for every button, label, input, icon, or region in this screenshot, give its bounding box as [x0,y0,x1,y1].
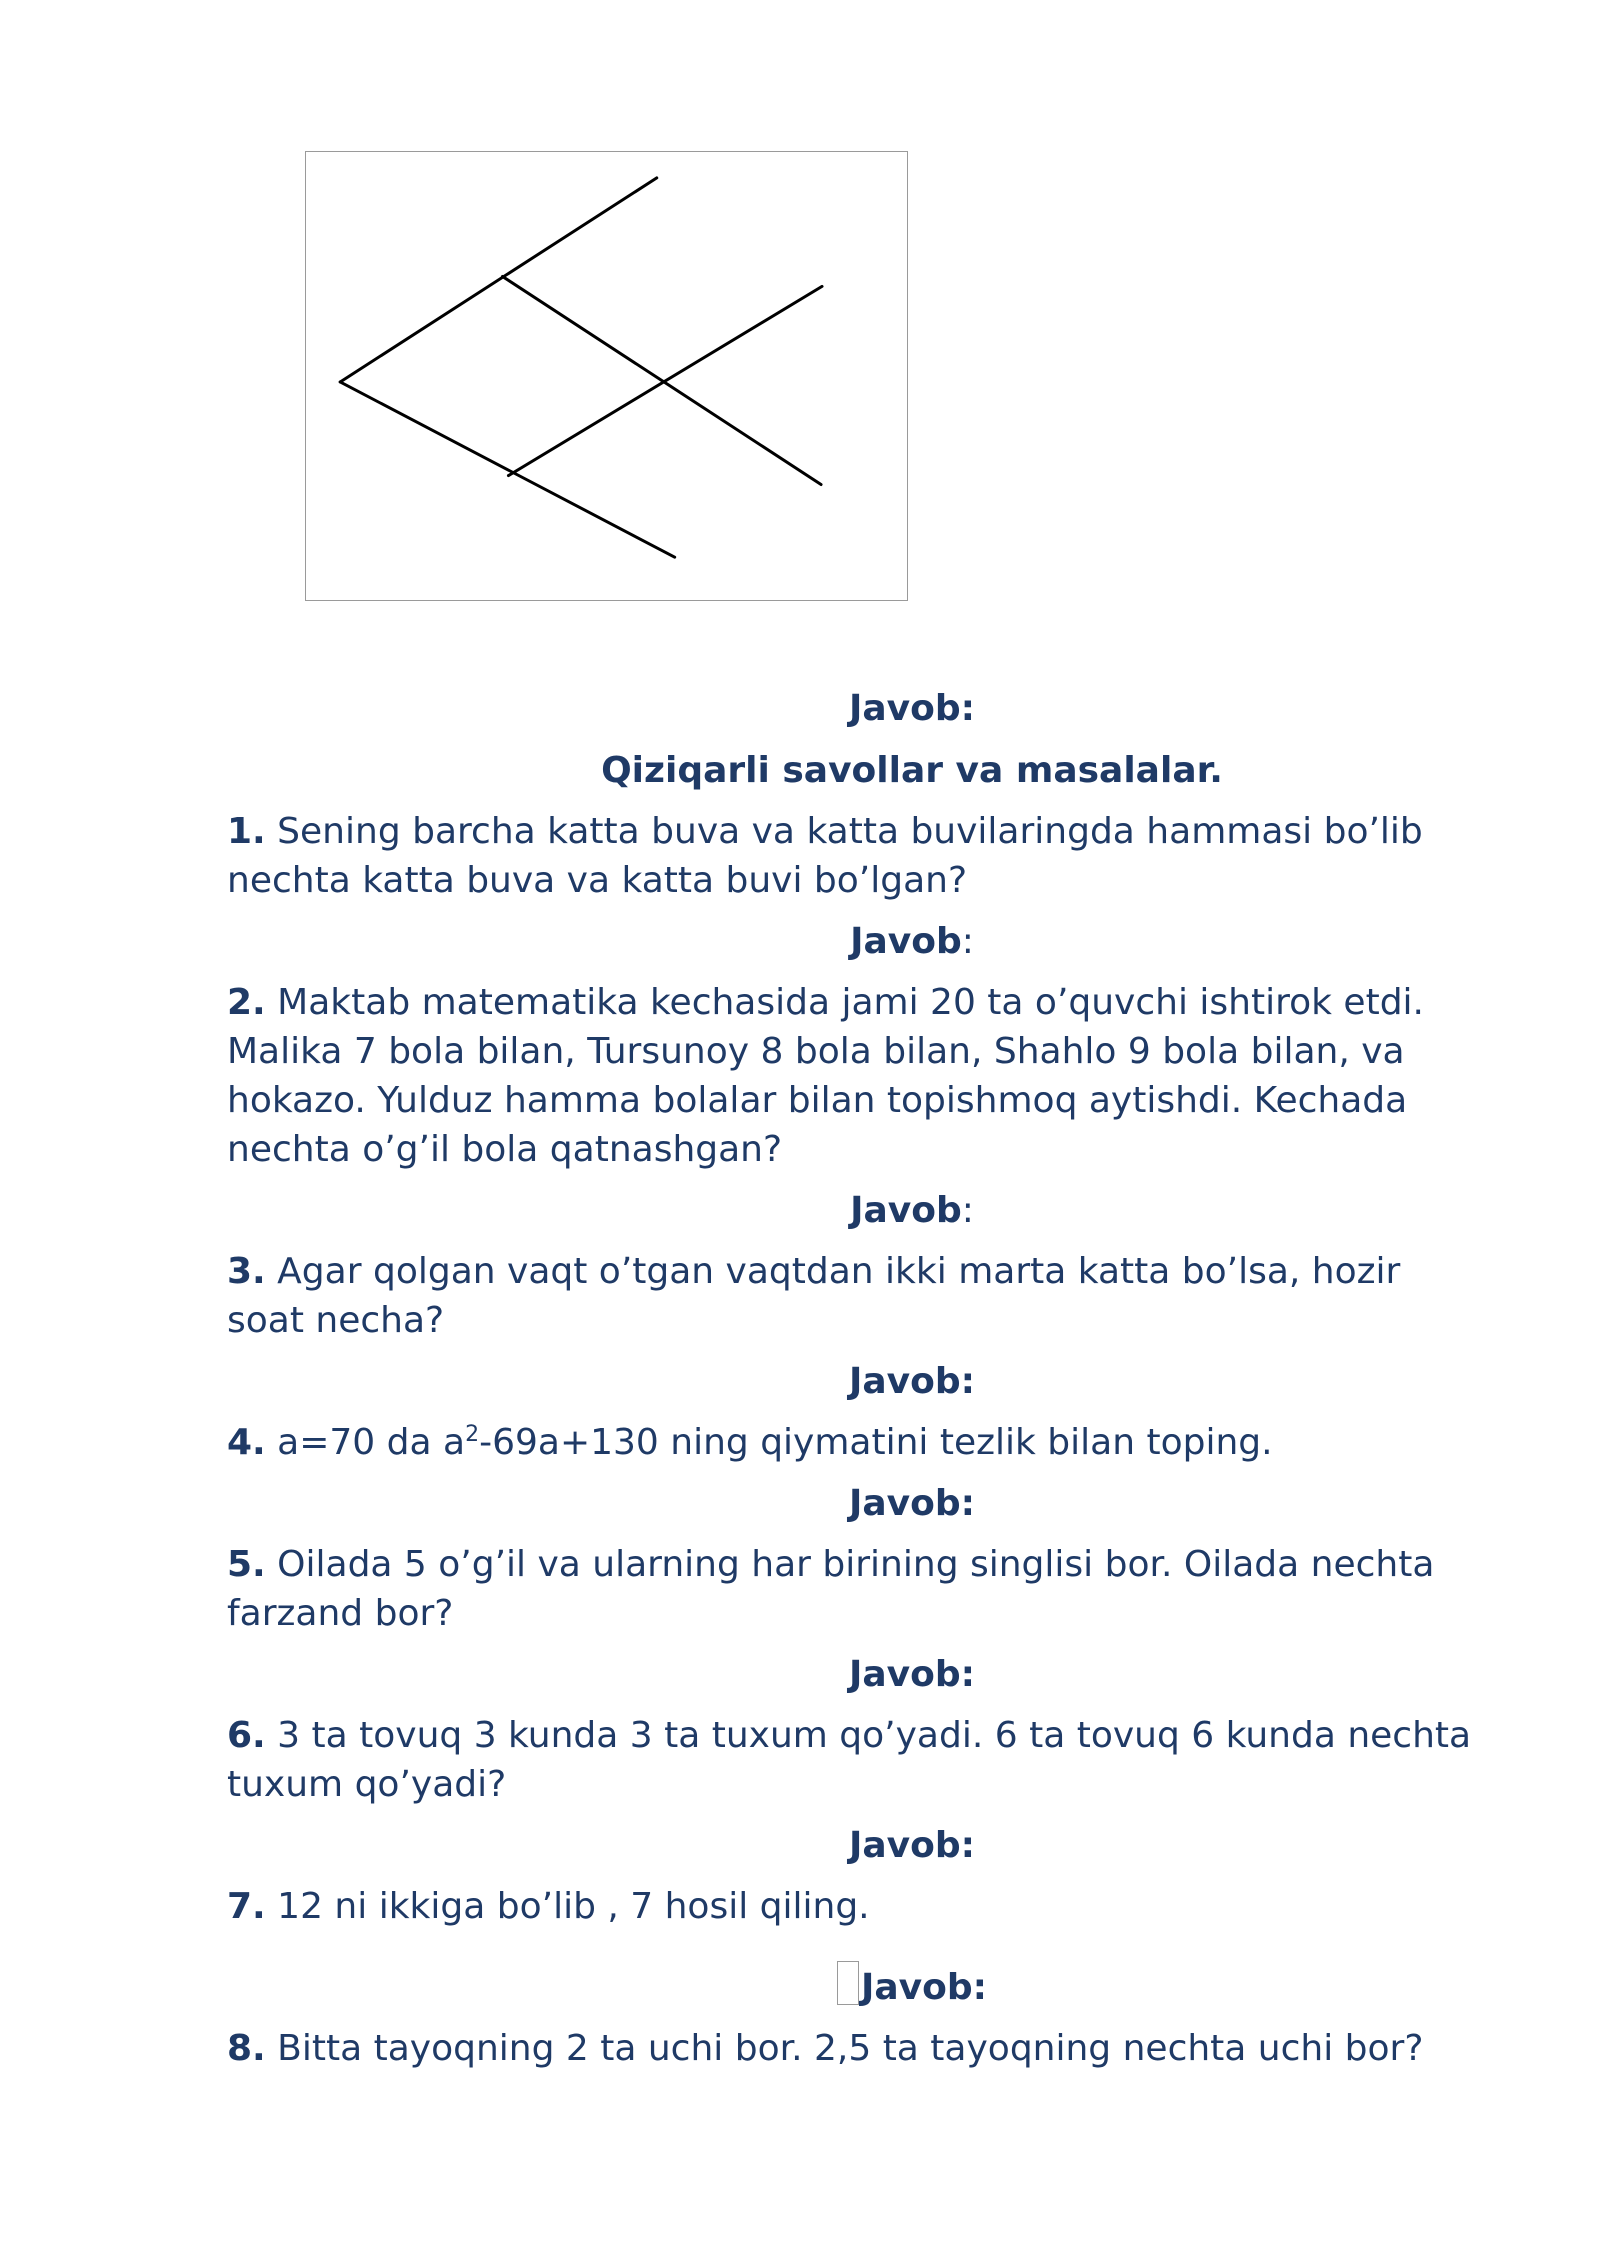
answer-7 [227,1961,1477,2012]
document-body [227,684,1477,2073]
answer-label: Javob: [848,1825,976,1866]
answer-1 [227,917,1477,966]
matchstick-figure [305,151,908,601]
answer-label: Javob: [848,1361,976,1402]
answer-5 [227,1650,1477,1699]
question-4 [227,1418,1477,1467]
answer-3 [227,1357,1477,1406]
question-number: 5. [227,1544,266,1585]
question-text: Bitta tayoqning 2 ta uchi bor. 2,5 ta tayoqning nechta uchi bor? [265,2028,1424,2069]
stick-lower-outer [340,382,675,557]
stick-upper-diagonal [502,276,821,484]
question-number: 3. [227,1251,266,1292]
question-2 [227,978,1477,1174]
question-text: 3 ta tovuq 3 kunda 3 ta tuxum qo’yadi. 6 ta tovuq 6 kunda nechta tuxum qo’yadi? [227,1715,1472,1805]
question-number: 7. [227,1886,266,1927]
question-text: Agar qolgan vaqt o’tgan vaqtdan ikki marta katta bo’lsa, hozir soat necha? [227,1251,1401,1341]
matchstick-fish-figure [306,152,907,600]
question-8 [227,2024,1477,2073]
answer-4 [227,1479,1477,1528]
question-text: Maktab matematika kechasida jami 20 ta o’quvchi ishtirok etdi. Malika 7 bola bilan, Tursunoy 8 bola bilan, Shahlo 9 bola bilan, va hokazo. Yulduz hamma bolalar bilan topishmoq aytishdi. Kechada nechta o’g’il bola qatnashgan? [227,982,1424,1170]
question-text: a=70 da a [265,1422,466,1463]
stick-upper-outer [340,178,657,382]
question-3 [227,1247,1477,1345]
question-6 [227,1711,1477,1809]
stick-lower-diagonal [508,286,822,475]
answer-label: Javob [850,921,962,962]
question-1 [227,807,1477,905]
answer-2 [227,1186,1477,1235]
answer-label: Javob: [848,1483,976,1524]
question-7 [227,1882,1477,1931]
question-text: Sening barcha katta buva va katta buvilaringda hammasi bo’lib nechta katta buva va katta buvi bo’lgan? [227,811,1423,901]
question-number: 4. [227,1422,266,1463]
question-number: 2. [227,982,266,1023]
exponent: 2 [465,1422,480,1447]
section-title: Qiziqarli savollar va masalalar. [601,750,1223,791]
question-text: Oilada 5 o’g’il va ularning har birining singlisi bor. Oilada nechta farzand bor? [227,1544,1435,1634]
text-box-marker [837,1961,859,2005]
question-text-rest: -69a+130 ning qiymatini tezlik bilan toping. [479,1422,1273,1463]
answer-label: Javob: [860,1967,988,2008]
question-number: 8. [227,2028,266,2069]
question-number: 6. [227,1715,266,1756]
answer-label: Javob [850,1190,962,1231]
answer-colon: : [961,1190,974,1231]
answer-colon: : [961,921,974,962]
question-text: 12 ni ikkiga bo’lib , 7 hosil qiling. [265,1886,870,1927]
answer-label: Javob: [848,1654,976,1695]
answer-heading: Javob: [848,688,976,729]
answer-6 [227,1821,1477,1870]
question-5 [227,1540,1477,1638]
question-number: 1. [227,811,266,852]
